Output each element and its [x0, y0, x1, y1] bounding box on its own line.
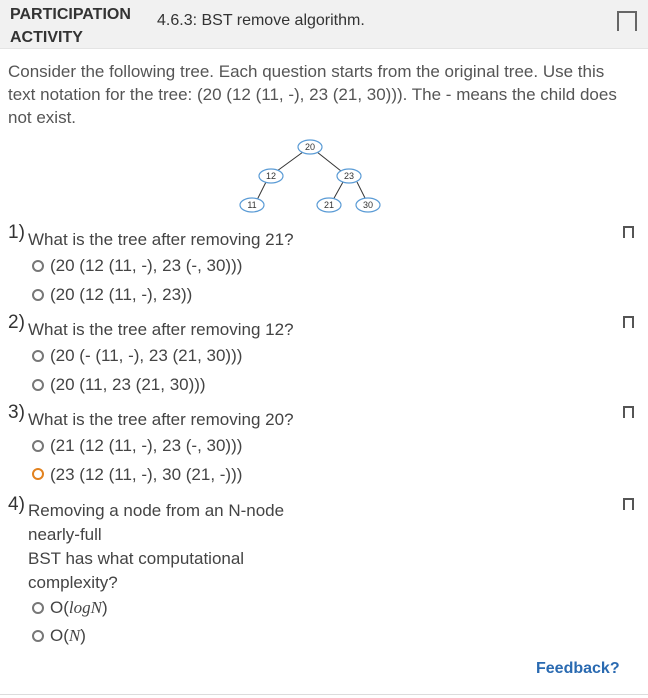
- option-radio[interactable]: [32, 289, 44, 301]
- edge-23-21: [333, 182, 343, 200]
- question-number: 2): [8, 312, 25, 333]
- question-flag-icon: [623, 406, 634, 418]
- node-label-left-left: 11: [247, 200, 257, 210]
- option-label[interactable]: (20 (- (11, -), 23 (21, 30))): [50, 346, 243, 365]
- option-radio-selected[interactable]: [32, 468, 44, 480]
- question-text: What is the tree after removing 20?: [28, 410, 294, 429]
- node-label-right: 23: [343, 171, 355, 181]
- option-radio[interactable]: [32, 602, 44, 614]
- option-label[interactable]: (20 (12 (11, -), 23)): [50, 285, 193, 304]
- feedback-link[interactable]: Feedback?: [536, 660, 620, 677]
- question-number: 3): [8, 402, 25, 423]
- completion-flag-icon: [617, 11, 637, 31]
- option-suffix: ): [80, 626, 86, 645]
- option-label[interactable]: [50, 598, 108, 618]
- option-radio[interactable]: [32, 350, 44, 362]
- question-flag-icon: [623, 226, 634, 238]
- node-label-right-right: 30: [362, 200, 374, 210]
- intro-text: Consider the following tree. Each question starts from the original tree. Use this text notation for the tree: (20 (12 (11, -), 23 (21, 30))). The - means the child does not exist.: [8, 62, 617, 127]
- question-text-line: nearly-full: [28, 525, 102, 544]
- edge-12-11: [257, 182, 266, 200]
- question-number: 4): [8, 494, 25, 515]
- option-radio[interactable]: [32, 630, 44, 642]
- edge-23-30: [357, 182, 366, 200]
- question-text-line: Removing a node from an N-node: [28, 501, 285, 520]
- option-label[interactable]: [50, 626, 86, 646]
- option-radio[interactable]: [32, 379, 44, 391]
- option-suffix: ): [101, 598, 108, 617]
- question-number: 1): [8, 222, 25, 243]
- option-label[interactable]: (21 (12 (11, -), 23 (-, 30))): [50, 436, 243, 455]
- question-flag-icon: [623, 316, 634, 328]
- option-math: N: [68, 626, 81, 645]
- option-label[interactable]: (20 (12 (11, -), 23 (-, 30))): [50, 256, 243, 275]
- option-radio[interactable]: [32, 260, 44, 272]
- edge-20-12: [277, 152, 303, 171]
- activity-header: [0, 0, 648, 49]
- option-prefix: O(: [50, 626, 69, 645]
- activity-title: 4.6.3: BST remove algorithm.: [157, 12, 365, 29]
- divider: [0, 694, 648, 695]
- node-label-left: 12: [265, 171, 277, 181]
- edge-20-23: [317, 152, 341, 171]
- node-label-right-left: 21: [323, 200, 335, 210]
- option-math: logN: [68, 598, 102, 617]
- option-prefix: O(: [50, 598, 69, 617]
- node-label-root: 20: [304, 142, 316, 152]
- bst-diagram: [0, 135, 648, 220]
- option-radio[interactable]: [32, 440, 44, 452]
- question-text-line: complexity?: [28, 573, 118, 592]
- question-text: What is the tree after removing 21?: [28, 230, 294, 249]
- activity-kind: PARTICIPATION ACTIVITY: [10, 6, 131, 46]
- question-text-line: BST has what computational: [28, 549, 245, 568]
- option-label[interactable]: (20 (11, 23 (21, 30))): [50, 375, 206, 394]
- question-text: What is the tree after removing 12?: [28, 320, 294, 339]
- option-label[interactable]: (23 (12 (11, -), 30 (21, -))): [50, 465, 243, 484]
- question-flag-icon: [623, 498, 634, 510]
